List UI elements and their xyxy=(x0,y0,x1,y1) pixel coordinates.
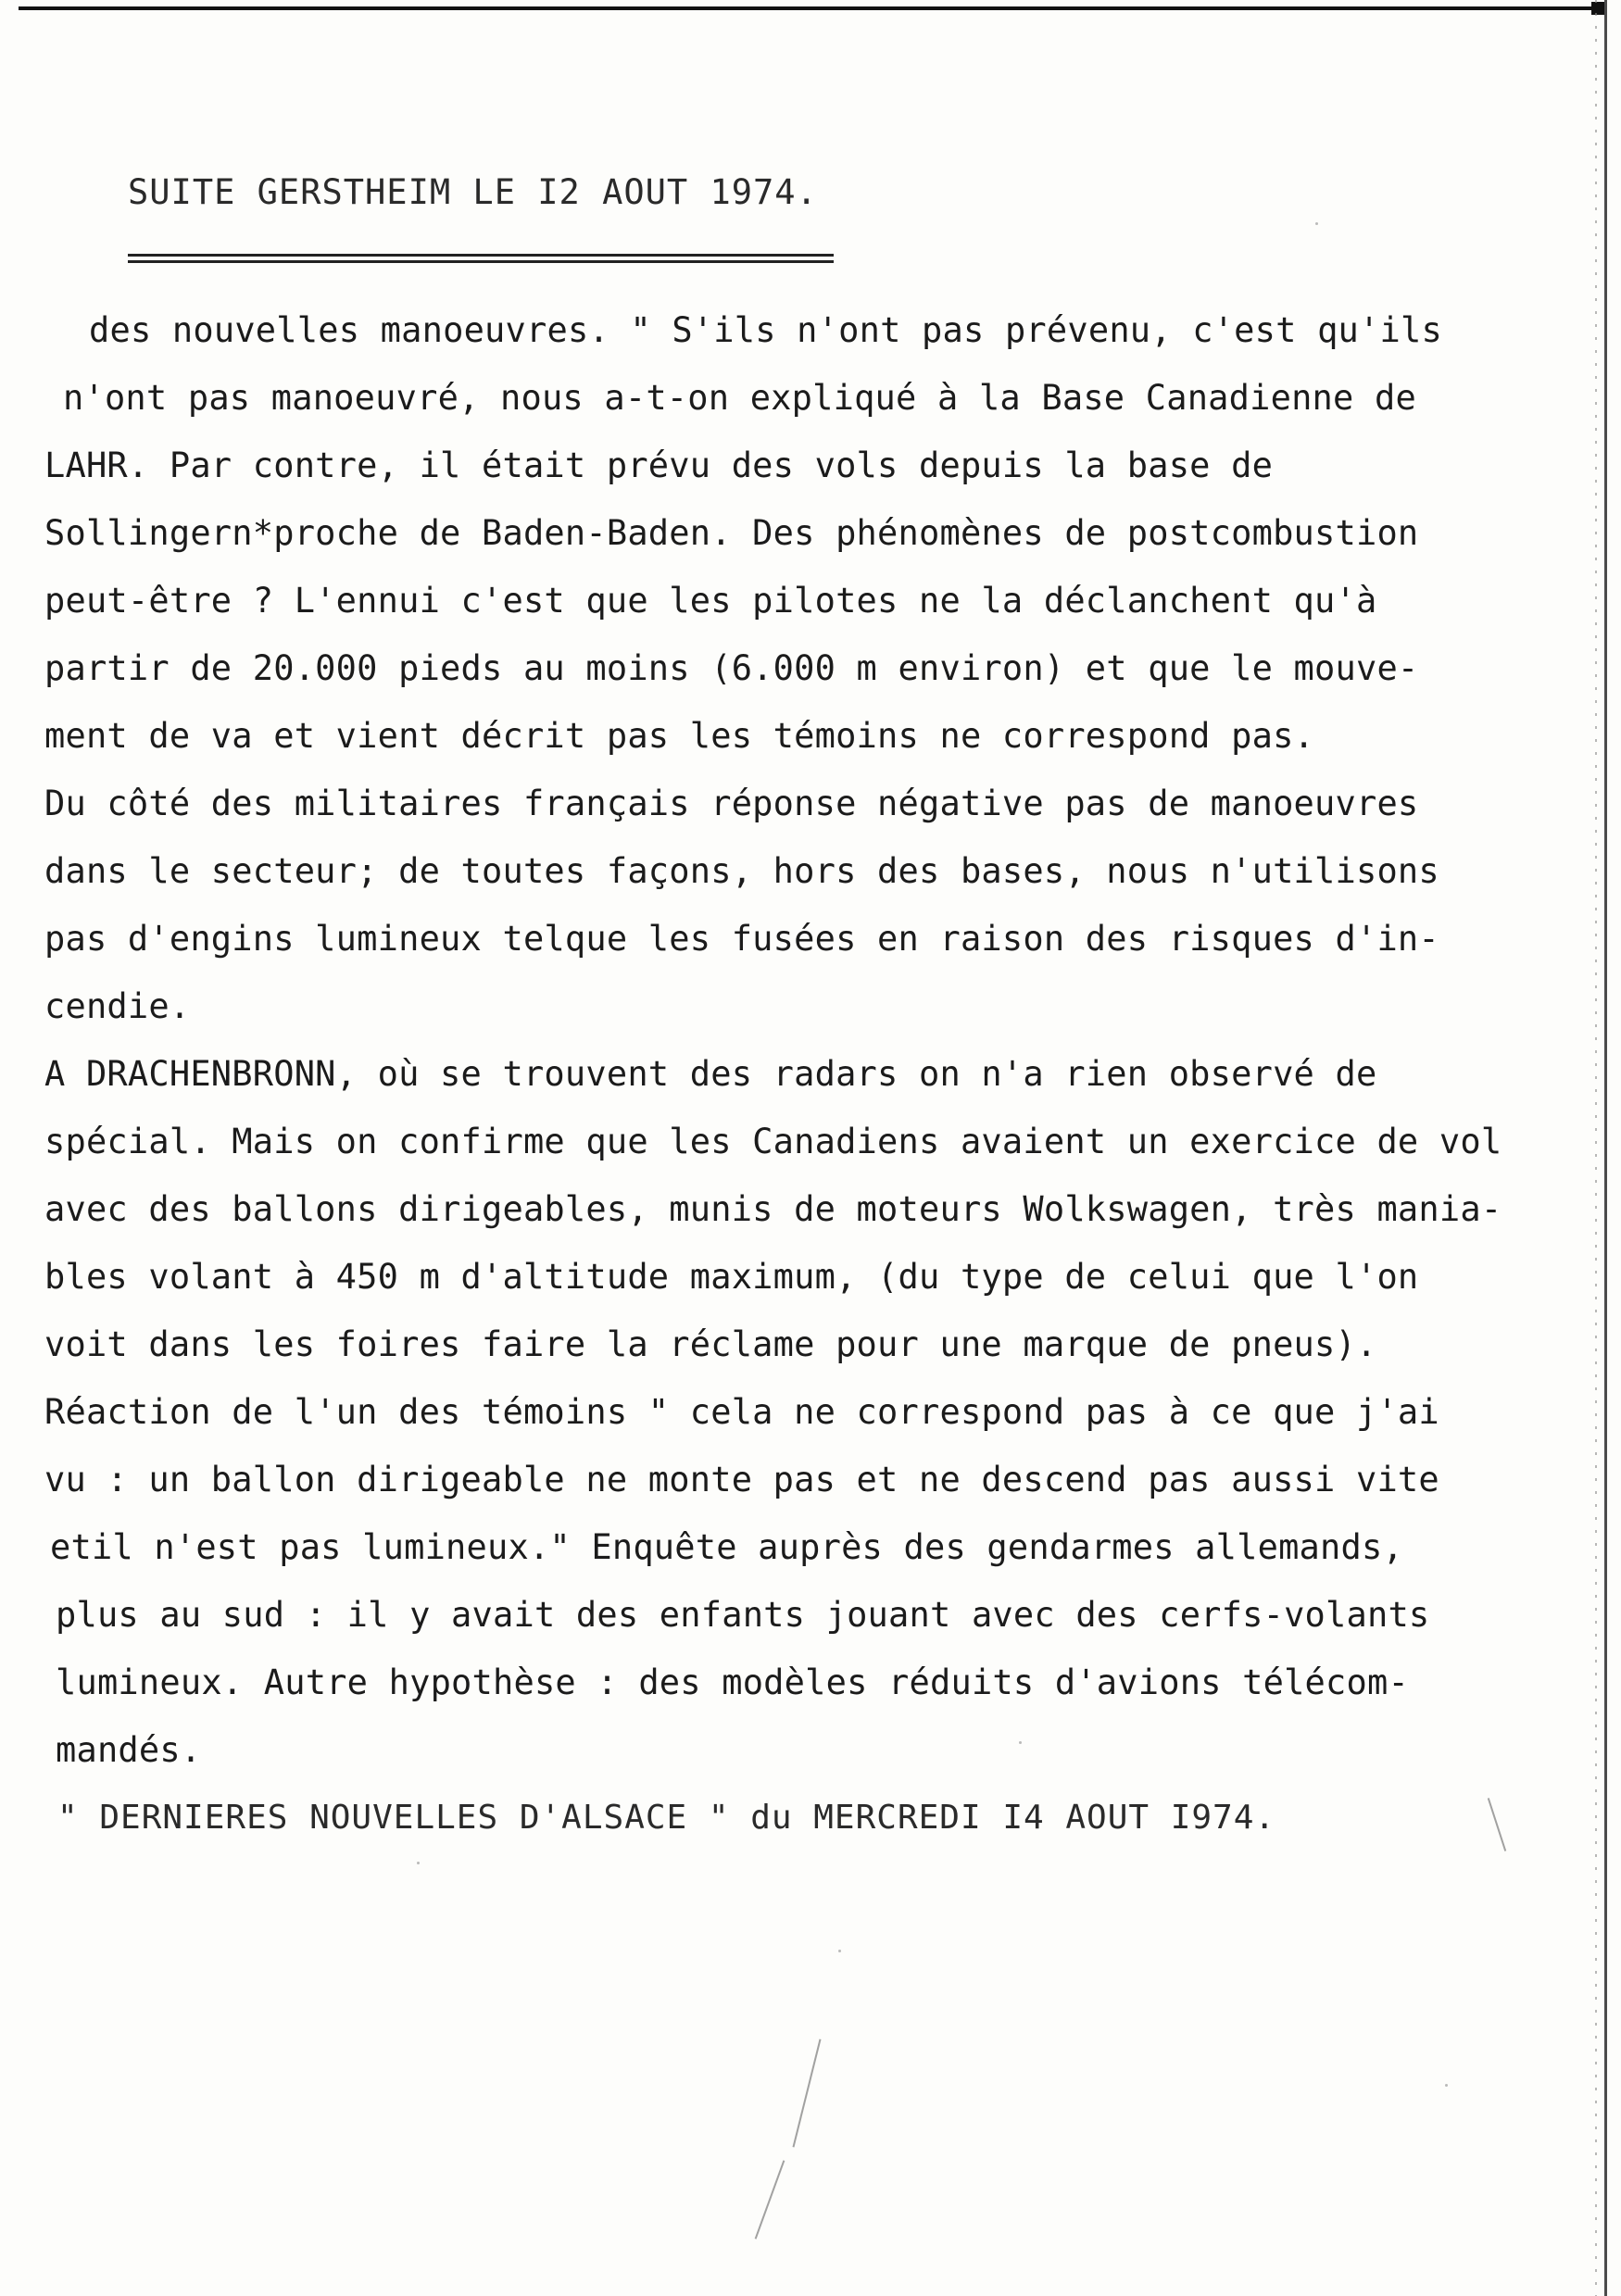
header-double-underline xyxy=(128,254,834,267)
text-line: etil n'est pas lumineux." Enquête auprès des gendarmes allemands, xyxy=(50,1527,1403,1567)
top-border-line xyxy=(19,6,1598,10)
text-line: LAHR. Par contre, il était prévu des vols depuis la base de xyxy=(44,445,1274,485)
top-border-corner xyxy=(1591,2,1604,15)
scan-artifact xyxy=(755,2160,785,2239)
text-line: des nouvelles manoeuvres. " S'ils n'ont pas prévenu, c'est qu'ils xyxy=(89,310,1442,350)
text-line: lumineux. Autre hypothèse : des modèles réduits d'avions télécom- xyxy=(56,1662,1409,1702)
text-line: bles volant à 450 m d'altitude maximum, (du type de celui que l'on xyxy=(44,1257,1419,1297)
text-line: n'ont pas manoeuvré, nous a-t-on expliqué à la Base Canadienne de xyxy=(63,378,1416,418)
text-line: partir de 20.000 pieds au moins (6.000 m environ) et que le mouve- xyxy=(44,648,1419,688)
scan-speck xyxy=(1315,222,1318,225)
text-line: A DRACHENBRONN, où se trouvent des radars on n'a rien observé de xyxy=(44,1054,1377,1094)
scan-speck xyxy=(1445,2084,1448,2087)
text-line: Du côté des militaires français réponse négative pas de manoeuvres xyxy=(44,784,1419,823)
text-line: spécial. Mais on confirme que les Canadiens avaient un exercice de vol xyxy=(44,1122,1502,1161)
source-citation: " DERNIERES NOUVELLES D'ALSACE " du MERCREDI I4 AOUT I974. xyxy=(57,1799,1276,1837)
text-line: ment de va et vient décrit pas les témoins ne correspond pas. xyxy=(44,716,1315,756)
text-line: cendie. xyxy=(44,986,191,1026)
text-line: mandés. xyxy=(56,1730,202,1770)
text-line: dans le secteur; de toutes façons, hors des bases, nous n'utilisons xyxy=(44,851,1439,891)
right-margin-dots xyxy=(1595,0,1597,2296)
text-line: vu : un ballon dirigeable ne monte pas et ne descend pas aussi vite xyxy=(44,1460,1439,1499)
document-header: SUITE GERSTHEIM LE I2 AOUT 1974. xyxy=(128,172,818,212)
scan-speck xyxy=(1019,1741,1022,1744)
text-line: avec des ballons dirigeables, munis de moteurs Wolkswagen, très mania- xyxy=(44,1189,1502,1229)
scan-speck xyxy=(838,1950,841,1952)
text-line: pas d'engins lumineux telque les fusées en raison des risques d'in- xyxy=(44,919,1439,959)
scan-speck xyxy=(417,1862,420,1864)
text-line: peut-être ? L'ennui c'est que les pilotes ne la déclanchent qu'à xyxy=(44,581,1377,621)
text-line: voit dans les foires faire la réclame pour une marque de pneus). xyxy=(44,1324,1377,1364)
article-body xyxy=(44,296,1564,1851)
text-line: Réaction de l'un des témoins " cela ne correspond pas à ce que j'ai xyxy=(44,1392,1439,1432)
text-line: Sollingern*proche de Baden-Baden. Des phénomènes de postcombustion xyxy=(44,513,1419,553)
text-line: plus au sud : il y avait des enfants jouant avec des cerfs-volants xyxy=(56,1595,1430,1635)
scan-artifact xyxy=(793,2039,822,2148)
right-margin-line xyxy=(1604,0,1607,2296)
